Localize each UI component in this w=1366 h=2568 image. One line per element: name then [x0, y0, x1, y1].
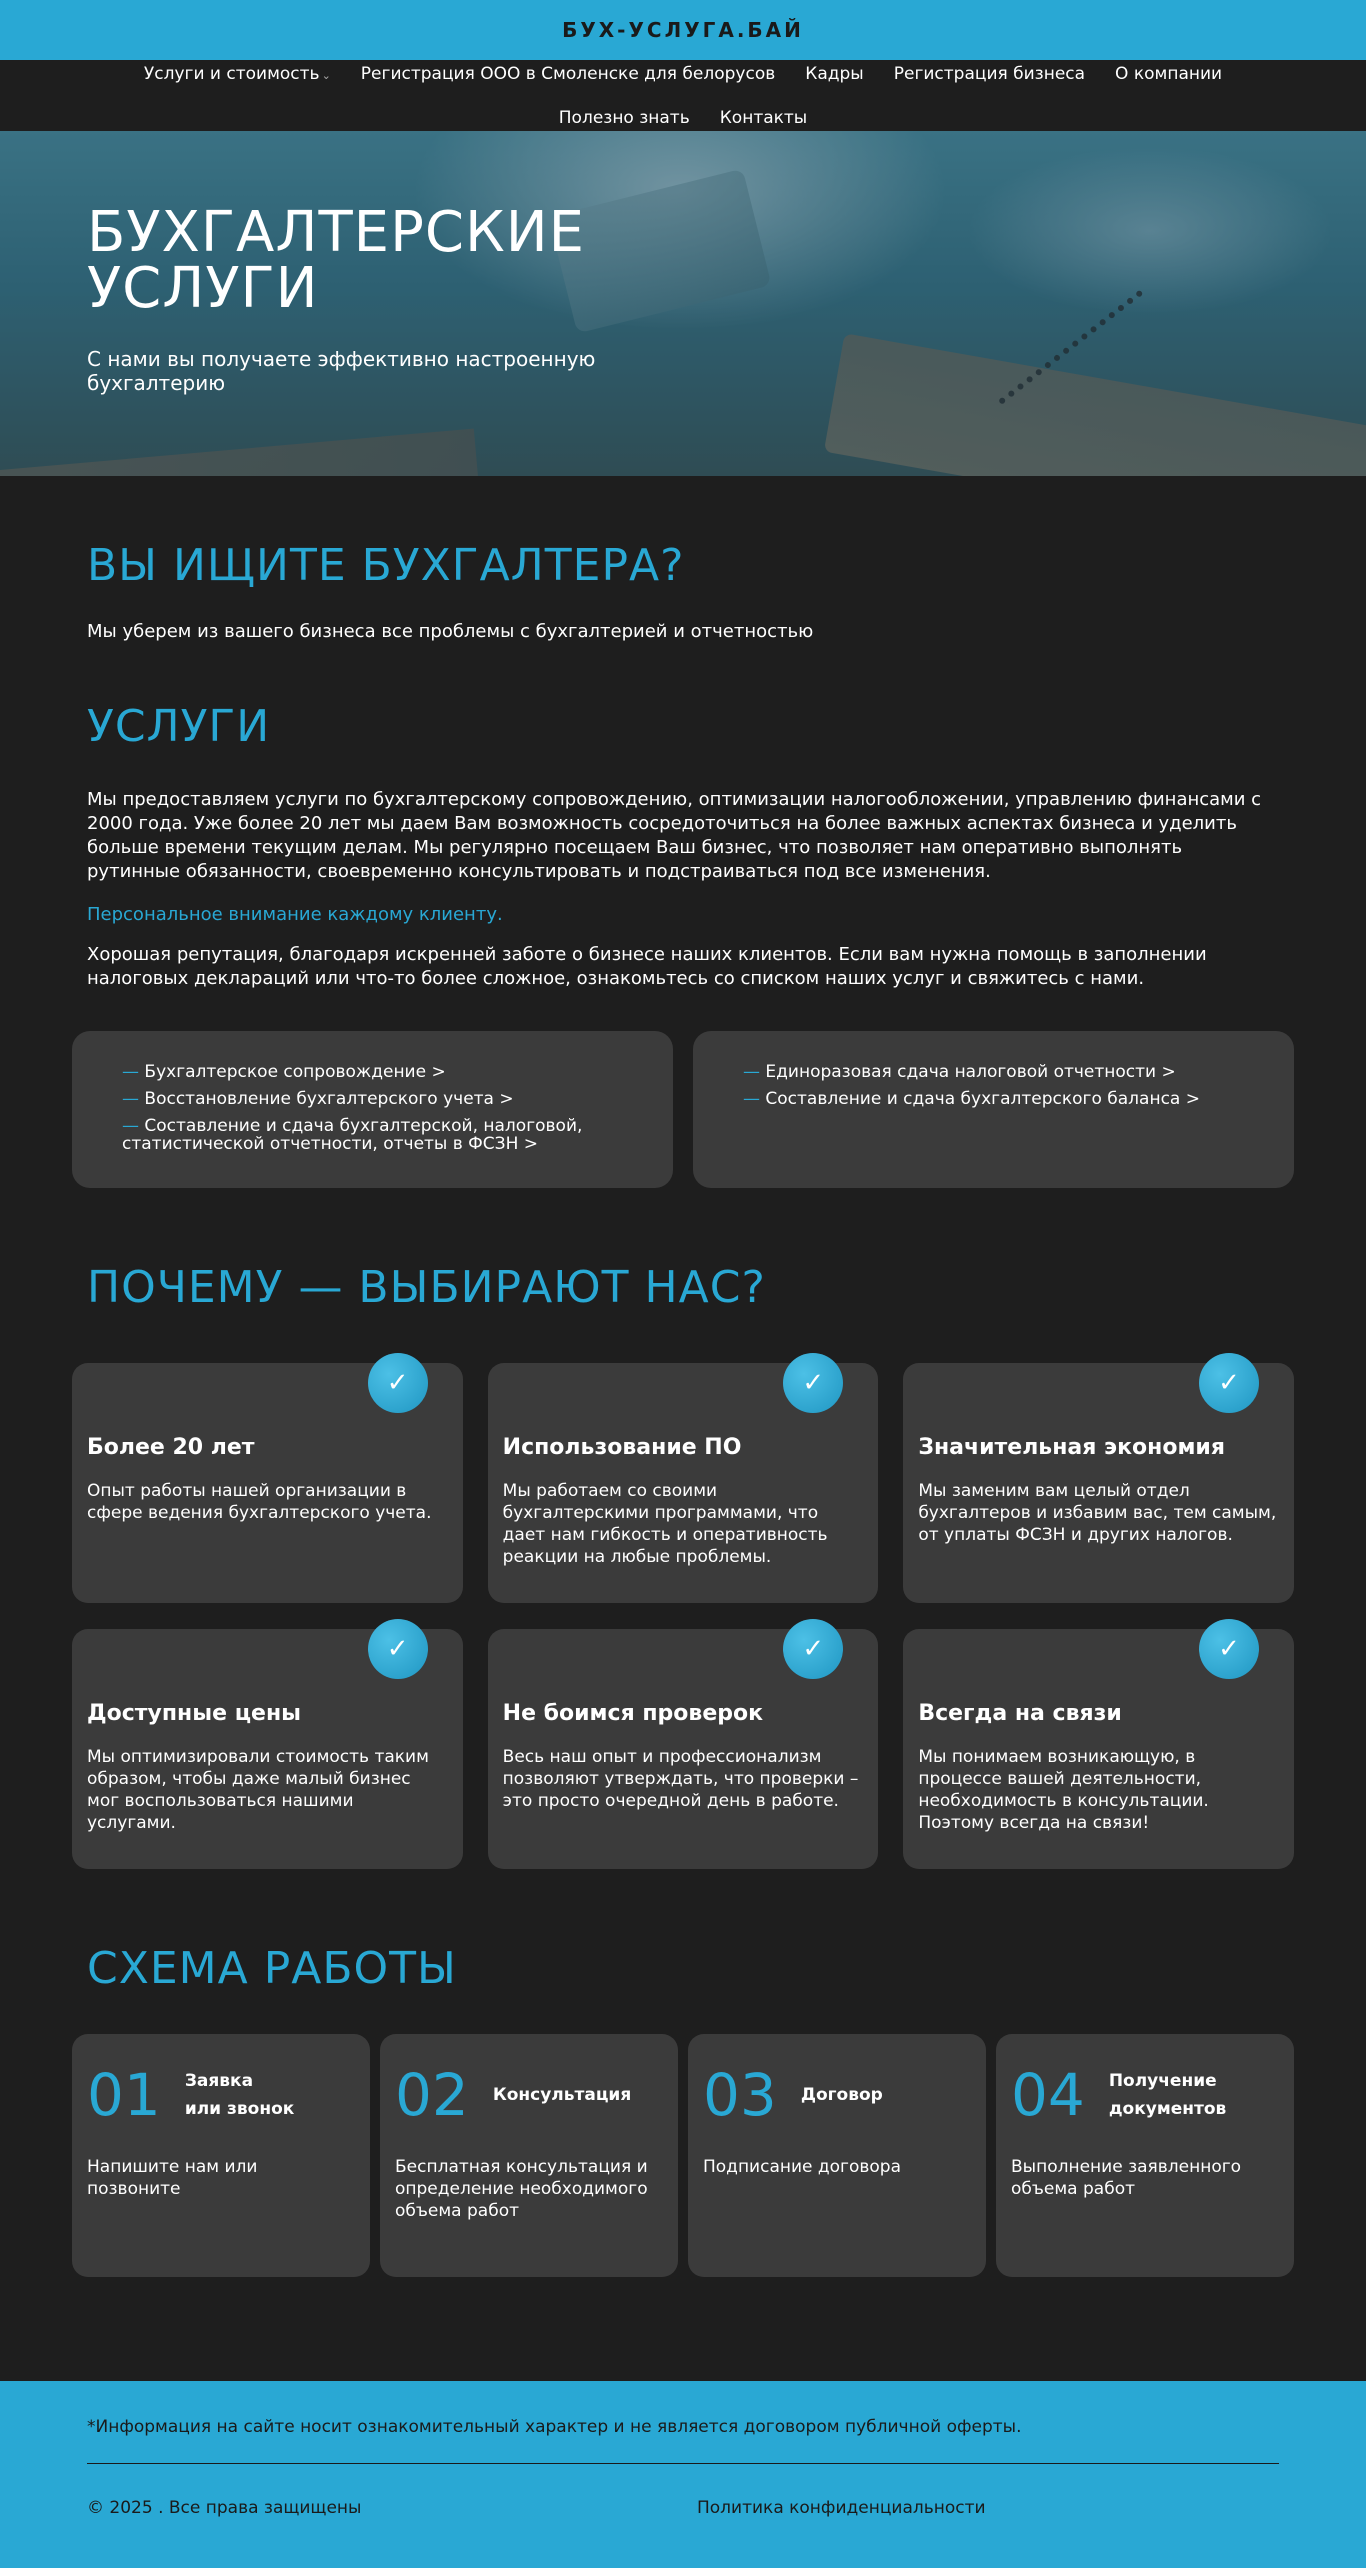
- step-text: Бесплатная консультация и определение необходимого объема работ: [395, 2157, 648, 2221]
- step-number: 04: [1011, 2061, 1085, 2129]
- services-title: УСЛУГИ: [87, 701, 271, 752]
- dash-icon: —: [122, 1089, 139, 1109]
- services-accent-text: Персональное внимание каждому клиенту.: [87, 904, 503, 925]
- hero-content: [87, 200, 707, 395]
- service-card-2: [693, 1031, 1294, 1188]
- scheme-steps: [72, 2034, 1294, 2277]
- step-text: Подписание договора: [703, 2157, 902, 2177]
- step-name-line1: Получение: [1108, 2071, 1217, 2091]
- service-link-recovery[interactable]: [122, 1090, 623, 1108]
- hero-subtitle: С нами вы получаете эффективно настроенную бухгалтерию: [87, 347, 596, 395]
- step-text: Напишите нам или позвоните: [87, 2157, 258, 2199]
- service-link-accounting-support[interactable]: [122, 1063, 623, 1081]
- footer-bottom: [87, 2498, 1279, 2518]
- intro-title: ВЫ ИЩИТЕ БУХГАЛТЕРА?: [87, 540, 685, 591]
- hero-title-line1: БУХГАЛТЕРСКИЕ: [87, 200, 585, 265]
- intro-text: Мы уберем из вашего бизнеса все проблемы с бухгалтерией и отчетностью: [87, 621, 814, 642]
- why-card-title: Использование ПО: [502, 1435, 742, 1460]
- why-card: [903, 1629, 1294, 1869]
- service-link-label: Восстановление бухгалтерского учета >: [144, 1089, 514, 1109]
- service-cards: [72, 1031, 1294, 1188]
- why-card: [488, 1629, 879, 1869]
- step-name-line2: документов: [1108, 2099, 1227, 2119]
- why-title: ПОЧЕМУ — ВЫБИРАЮТ НАС?: [87, 1262, 766, 1313]
- step-name: Консультация: [492, 2085, 632, 2105]
- hero-title-line2: УСЛУГИ: [87, 256, 319, 321]
- why-card: [903, 1363, 1294, 1603]
- dash-icon: —: [743, 1062, 760, 1082]
- service-link-label: Единоразовая сдача налоговой отчетности >: [765, 1062, 1176, 1082]
- step-name: Договор: [800, 2085, 883, 2105]
- service-link-label: Составление и сдача бухгалтерской, налоговой, статистической отчетности, отчеты в ФСЗН >: [122, 1116, 583, 1154]
- check-icon: ✓: [783, 1353, 843, 1413]
- nav-item-label: Услуги и стоимость: [143, 63, 320, 84]
- step-card: [380, 2034, 678, 2277]
- privacy-policy-link[interactable]: Политика конфиденциальности: [697, 2498, 986, 2518]
- why-card-text: Мы оптимизировали стоимость таким образом, чтобы даже малый бизнес мог воспользоваться нашими услугами.: [87, 1747, 429, 1833]
- why-card: [488, 1363, 879, 1603]
- footer-copyright: © 2025 . Все права защищены: [87, 2498, 362, 2518]
- services-paragraph-1: Мы предоставляем услуги по бухгалтерскому сопровождению, оптимизации налогообложении, управлению финансами с 2000 года. Уже более 20 лет мы даем Вам возможность сосредоточиться на более важных аспектах бизнеса и уделить больше времени текущим делам. Мы регулярно посещаем Ваш бизнес, что позволяет нам оперативно выполнять рутинные обязанности, своевременно консультировать и подстраиваться под все изменения.: [87, 789, 1262, 882]
- footer-divider: [87, 2463, 1279, 2464]
- hero-title: [87, 200, 707, 321]
- nav-item-services[interactable]: [129, 57, 346, 93]
- why-card-title: Более 20 лет: [87, 1435, 255, 1460]
- dash-icon: —: [122, 1116, 139, 1136]
- why-card-text: Весь наш опыт и профессионализм позволяют утверждать, что проверки – это просто очередной день в работе.: [502, 1747, 859, 1811]
- service-link-label: Бухгалтерское сопровождение >: [144, 1062, 446, 1082]
- step-name-line2: или звонок: [184, 2099, 295, 2119]
- main-content: [0, 540, 1366, 2277]
- nav-item-contacts[interactable]: Контакты: [719, 107, 808, 128]
- why-card-title: Доступные цены: [87, 1701, 302, 1726]
- nav-item-about[interactable]: О компании: [1115, 63, 1223, 84]
- service-link-reporting[interactable]: [122, 1117, 623, 1153]
- step-head: [395, 2062, 663, 2128]
- step-number: 03: [703, 2061, 777, 2129]
- step-name: [1109, 2067, 1227, 2123]
- check-icon: ✓: [1199, 1619, 1259, 1679]
- hero-banner: [0, 131, 1366, 476]
- step-card: [996, 2034, 1294, 2277]
- step-card: [72, 2034, 370, 2277]
- step-head: [703, 2062, 971, 2128]
- why-card-title: Значительная экономия: [918, 1435, 1225, 1460]
- why-card-title: Всегда на связи: [918, 1701, 1122, 1726]
- step-name-line1: Заявка: [184, 2071, 254, 2091]
- nav-item-business-registration[interactable]: Регистрация бизнеса: [893, 63, 1086, 84]
- service-card-1: [72, 1031, 673, 1188]
- dash-icon: —: [743, 1089, 760, 1109]
- check-icon: ✓: [368, 1353, 428, 1413]
- why-grid: [72, 1363, 1294, 1869]
- footer-disclaimer: *Информация на сайте носит ознакомительный характер и не является договором публичной оферты.: [87, 2417, 1022, 2437]
- step-name: [185, 2067, 294, 2123]
- why-card: [72, 1363, 463, 1603]
- services-paragraph-2: Хорошая репутация, благодаря искренней заботе о бизнесе наших клиентов. Если вам нужна помощь в заполнении налоговых деклараций или что-то более сложное, ознакомьтесь со списком наших услуг и свяжитесь с нами.: [87, 944, 1207, 989]
- chevron-down-icon: ⌄: [321, 68, 331, 82]
- why-card-text: Мы заменим вам целый отдел бухгалтеров и избавим вас, тем самым, от уплаты ФСЗН и других налогов.: [918, 1481, 1277, 1545]
- nav-item-hr[interactable]: Кадры: [805, 63, 864, 84]
- top-bar: [0, 0, 1366, 60]
- service-link-label: Составление и сдача бухгалтерского баланса >: [765, 1089, 1200, 1109]
- footer: [0, 2381, 1366, 2568]
- check-icon: ✓: [1199, 1353, 1259, 1413]
- why-card: [72, 1629, 463, 1869]
- service-link-balance[interactable]: [743, 1090, 1244, 1108]
- why-card-text: Опыт работы нашей организации в сфере ведения бухгалтерского учета.: [87, 1481, 432, 1523]
- nav-item-registration-smolensk[interactable]: Регистрация ООО в Смоленске для белорусов: [360, 63, 776, 84]
- site-logo[interactable]: БУХ-УСЛУГА.БАЙ: [562, 18, 804, 42]
- step-text: Выполнение заявленного объема работ: [1011, 2157, 1242, 2199]
- step-number: 02: [395, 2061, 469, 2129]
- nav-item-useful[interactable]: Полезно знать: [558, 107, 690, 128]
- why-card-title: Не боимся проверок: [502, 1701, 764, 1726]
- check-icon: ✓: [368, 1619, 428, 1679]
- dash-icon: —: [122, 1062, 139, 1082]
- why-card-text: Мы понимаем возникающую, в процессе вашей деятельности, необходимость в консультации. Поэтому всегда на связи!: [918, 1747, 1209, 1833]
- step-number: 01: [87, 2061, 161, 2129]
- scheme-title: СХЕМА РАБОТЫ: [87, 1943, 457, 1994]
- step-card: [688, 2034, 986, 2277]
- service-link-one-time-reporting[interactable]: [743, 1063, 1244, 1081]
- step-head: [87, 2062, 355, 2128]
- check-icon: ✓: [783, 1619, 843, 1679]
- why-card-text: Мы работаем со своими бухгалтерскими программами, что дает нам гибкость и оперативность реакции на любые проблемы.: [502, 1481, 828, 1567]
- step-head: [1011, 2062, 1279, 2128]
- main-nav: [0, 60, 1366, 131]
